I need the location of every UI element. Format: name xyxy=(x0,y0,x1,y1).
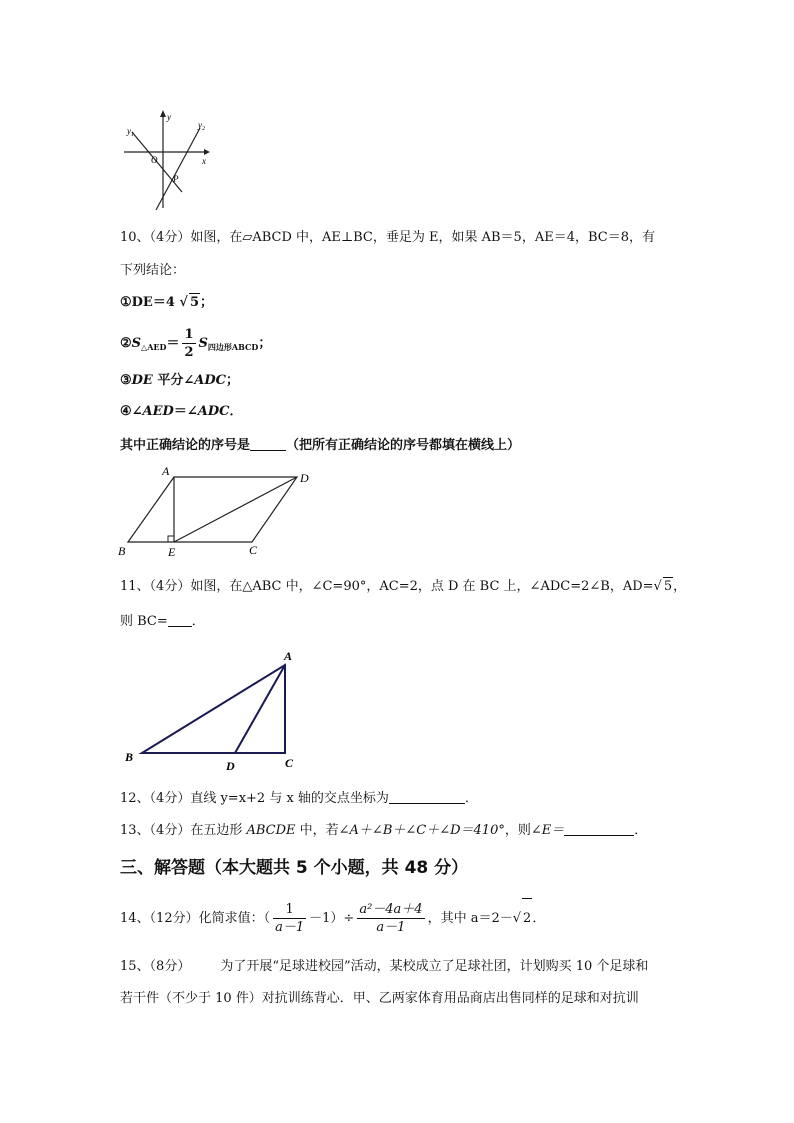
label-a: A xyxy=(284,649,293,663)
q10-conclusion-4 xyxy=(120,403,242,421)
c4-angle-b: ∠ADC xyxy=(186,404,230,419)
label-c: C xyxy=(249,543,258,557)
q10-conclusion-1 xyxy=(120,293,213,312)
q13-answer-blank[interactable] xyxy=(564,821,634,836)
c4-mark: ④ xyxy=(120,404,132,419)
q13-expr: ∠A＋∠B＋∠C＋∠D＝410° xyxy=(338,823,505,838)
q12-end: ． xyxy=(464,791,478,806)
q10-prompt-text: 其中正确结论的序号是 xyxy=(120,438,251,453)
q13-text1: 在五边形 xyxy=(190,823,247,838)
q14-line xyxy=(120,898,545,939)
c3-end: ； xyxy=(225,373,239,388)
q10-text1: 如图，在▱ABCD 中，AE⊥BC，垂足为 E，如果 AB＝5，AE＝4，BC＝8，有 xyxy=(190,230,655,245)
q14-f1-den: a－1 xyxy=(275,920,305,935)
q10-line2 xyxy=(120,262,185,280)
q14-f2-num: a²－4a＋4 xyxy=(359,902,423,917)
q11-text1: 如图，在△ABC 中，∠C=90°，AC=2，点 D 在 BC 上，∠ADC=2∠B，AD= xyxy=(190,579,654,594)
coordinate-figure xyxy=(118,108,218,214)
q10-prompt xyxy=(120,436,520,455)
c2-end: ； xyxy=(258,336,272,351)
q15-text1: 为了开展“足球进校园”活动，某校成立了足球社团，计划购买 10 个足球和 xyxy=(220,959,649,974)
q13-end: ． xyxy=(634,823,648,838)
q14-fraction-2 xyxy=(357,901,424,936)
c2-fraction xyxy=(182,326,195,361)
c3-de: DE xyxy=(131,373,153,388)
q13-text3: ，则 xyxy=(504,823,531,838)
c2-den: 2 xyxy=(184,345,194,360)
q15-line1 xyxy=(120,958,648,976)
c2-s: S xyxy=(131,336,142,351)
q11-radicand: 5 xyxy=(663,579,673,594)
q13-line xyxy=(120,821,647,840)
q11-text2: 则 BC= xyxy=(120,614,168,629)
q12-text: 直线 y=x+2 与 x 轴的交点坐标为 xyxy=(190,791,389,806)
q10-text2: 下列结论： xyxy=(120,263,186,278)
parallelogram-abcd xyxy=(128,477,297,542)
segment-ad xyxy=(235,665,285,753)
segment-de xyxy=(174,477,297,542)
q11-text1-end: ， xyxy=(673,579,687,594)
q14-f1-num: 1 xyxy=(273,901,306,919)
sqrt-symbol: √ xyxy=(512,911,522,926)
sqrt-symbol: √ xyxy=(653,579,662,594)
q14-tail: ，其中 a＝2－ xyxy=(427,911,513,926)
label-e: E xyxy=(168,545,176,559)
c3-mark: ③ xyxy=(120,373,132,388)
c2-mark: ② xyxy=(120,336,132,351)
q12-score: （4分） xyxy=(149,791,191,806)
q14-number: 14、 xyxy=(120,911,150,926)
q15-line2 xyxy=(120,990,639,1008)
c3-text: 平分 xyxy=(152,373,184,388)
q11-text2-end: ． xyxy=(191,614,205,629)
q14-score: （12分） xyxy=(149,911,199,926)
q12-line xyxy=(120,789,478,808)
c3-angle: ∠ADC xyxy=(183,373,226,388)
line-y2-label: $y_2$ xyxy=(198,120,205,132)
c1-end: ； xyxy=(200,295,214,310)
c1-mark: ①DE＝4 xyxy=(120,295,175,310)
x-axis-arrow xyxy=(204,149,210,155)
line-y1-label: $y_1$ xyxy=(127,126,134,138)
c4-angle-a: ∠AED xyxy=(131,404,174,419)
q11-line1 xyxy=(120,577,686,596)
q14-f2-den: a－1 xyxy=(376,920,406,935)
q10-line1 xyxy=(120,229,655,247)
q14-text: 化简求值：（ xyxy=(198,911,271,926)
q14-minus-one: －1）÷ xyxy=(309,911,355,926)
parallelogram-figure xyxy=(116,462,316,562)
q11-answer-blank[interactable] xyxy=(168,612,192,627)
q13-text2: 中，若 xyxy=(295,823,339,838)
c4-end: ． xyxy=(229,404,243,419)
q15-text2: 若干件（不少于 10 件）对抗训练背心．甲、乙两家体育用品商店出售同样的足球和对抗训 xyxy=(120,991,639,1006)
q14-radicand: 2 xyxy=(522,898,532,939)
q15-number: 15、 xyxy=(120,959,150,974)
q13-ask: ∠E＝ xyxy=(530,823,565,838)
section-heading: 三、解答题（本大题共 5 个小题，共 48 分） xyxy=(120,858,469,878)
q12-number: 12、 xyxy=(120,791,150,806)
q10-score: （4分） xyxy=(149,230,191,245)
q10-conclusion-3 xyxy=(120,372,239,390)
c2-sub2: 四边形ABCD xyxy=(207,342,259,352)
q13-score: （4分） xyxy=(149,823,191,838)
q15-score: （8分） xyxy=(149,959,191,974)
right-angle-mark xyxy=(168,536,174,542)
label-b: B xyxy=(118,544,126,558)
c2-num: 1 xyxy=(184,327,194,342)
y-axis-arrow xyxy=(160,110,166,117)
q13-number: 13、 xyxy=(120,823,150,838)
label-a: A xyxy=(162,464,170,478)
label-c: C xyxy=(285,756,294,770)
sqrt-symbol: √ xyxy=(179,295,188,310)
q11-line2 xyxy=(120,612,205,631)
x-axis-label: x xyxy=(202,156,206,166)
q10-number: 10、 xyxy=(120,230,150,245)
c2-eq: ＝ xyxy=(166,336,180,351)
q10-prompt-end: （把所有正确结论的序号都填在横线上） xyxy=(286,438,521,453)
c4-eq: ＝ xyxy=(173,404,187,419)
label-d: D xyxy=(300,471,309,485)
label-d: D xyxy=(226,759,235,773)
label-b: B xyxy=(125,750,134,764)
origin-label: O xyxy=(151,155,158,165)
c1-radicand: 5 xyxy=(189,295,200,310)
q10-answer-blank[interactable] xyxy=(250,436,286,451)
q13-shape: ABCDE xyxy=(246,823,296,838)
q11-number: 11、 xyxy=(120,579,150,594)
q10-conclusion-2 xyxy=(120,326,271,364)
point-label: P xyxy=(173,174,179,184)
q14-fraction-1 xyxy=(273,901,306,936)
c2-sub1: △AED xyxy=(141,342,167,352)
q12-answer-blank[interactable] xyxy=(389,789,465,804)
q14-end: ． xyxy=(532,911,546,926)
triangle-abc xyxy=(142,665,285,753)
c2-s2: S xyxy=(198,336,208,351)
y-axis-label: y xyxy=(167,112,171,122)
triangle-figure xyxy=(118,644,308,774)
q11-score: （4分） xyxy=(149,579,191,594)
